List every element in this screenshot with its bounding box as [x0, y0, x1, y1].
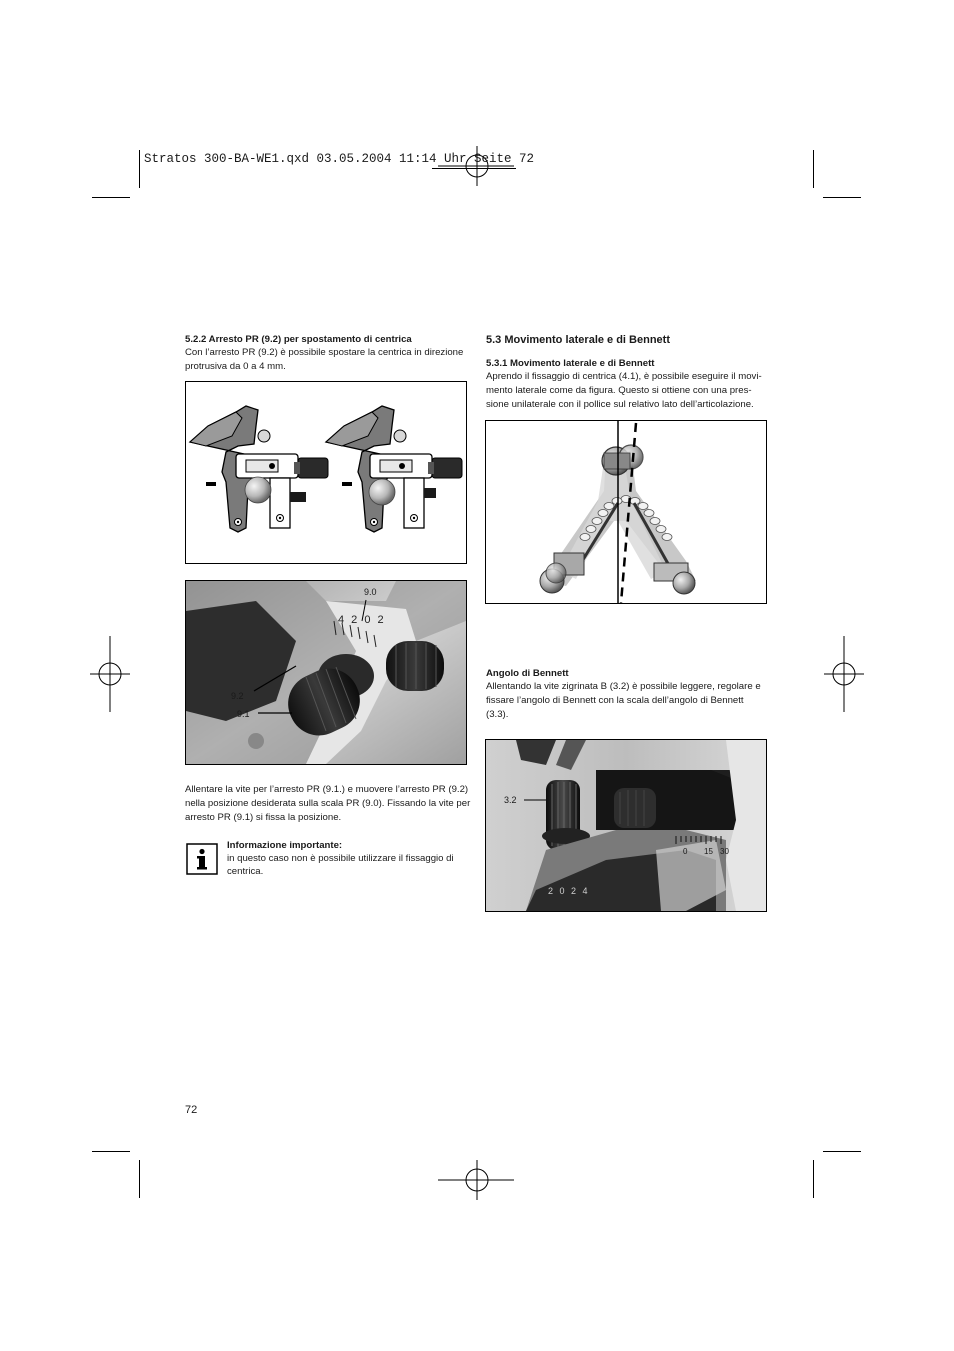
- pr-stop-right-drawing: [326, 406, 462, 532]
- instruction-text-3: arresto PR (9.1) si fissa la posizione.: [185, 812, 342, 823]
- bennett-text-3: (3.3).: [486, 709, 509, 720]
- bennett-angle-photo: [485, 739, 767, 912]
- lateral-movement-diagram: [485, 420, 767, 604]
- pr-scale-photo: [185, 580, 467, 765]
- callout-9-2: 9.2: [231, 691, 244, 701]
- instruction-text-2: nella posizione desiderata sulla scala PR (9.0). Fissando la vite per: [185, 798, 471, 809]
- bennett-text-2: fissare l’angolo di Bennett con la scala dell’angolo di Bennett: [486, 695, 744, 706]
- section-5-3-1-text-2: mento laterale come da figura. Questo si ottiene con una pres-: [486, 385, 752, 396]
- callout-9-0: 9.0: [364, 587, 377, 597]
- info-title: Informazione importante:: [227, 840, 343, 851]
- section-5-3-1-heading: 5.3.1 Movimento laterale e di Bennett: [486, 358, 655, 369]
- section-5-3-1-text-3: sione unilaterale con il pollice sul relativo lato dell’articolazione.: [486, 399, 754, 410]
- callout-3-2: 3.2: [504, 795, 517, 805]
- section-5-3-heading: 5.3 Movimento laterale e di Bennett: [486, 334, 670, 346]
- info-text-1: in questo caso non è possibile utilizzare il fissaggio di: [227, 853, 454, 864]
- registration-mark-left: [90, 634, 132, 714]
- file-slug: Stratos 300-BA-WE1.qxd 03.05.2004 11:14 Uhr Seite 72: [144, 152, 535, 166]
- section-5-3-1-text-1: Aprendo il fissaggio di centrica (4.1), è possibile eseguire il movi-: [486, 371, 762, 382]
- bennett-scale-30: 30: [720, 847, 729, 856]
- bennett-scale-15: 15: [704, 847, 713, 856]
- instruction-text-1: Allentare la vite per l’arresto PR (9.1.) e muovere l’arresto PR (9.2): [185, 784, 469, 795]
- callout-9-1: 9.1: [237, 709, 250, 719]
- section-5-2-2-text-1: Con l’arresto PR (9.2) è possibile spostare la centrica in direzione: [185, 347, 464, 358]
- bennett-text-1: Allentando la vite zigrinata B (3.2) è possibile leggere, regolare e: [486, 681, 761, 692]
- bennett-scale-0: 0: [683, 847, 688, 856]
- pr-stop-diagram: [185, 381, 467, 564]
- section-5-2-2-heading: 5.2.2 Arresto PR (9.2) per spostamento di centrica: [185, 334, 412, 345]
- bennett-scale-left-numbers: 2 0 2 4: [548, 886, 590, 896]
- registration-mark-bottom: [436, 1160, 518, 1200]
- page-number: 72: [185, 1104, 198, 1116]
- pr-scale-numbers: 4 2 0 2: [338, 614, 386, 626]
- bennett-heading: Angolo di Bennett: [486, 668, 569, 679]
- registration-mark-right: [822, 634, 864, 714]
- info-text-2: centrica.: [227, 866, 264, 877]
- pr-stop-left-drawing: [190, 406, 328, 532]
- section-5-2-2-text-2: protrusiva da 0 a 4 mm.: [185, 361, 286, 372]
- info-icon: [186, 843, 218, 875]
